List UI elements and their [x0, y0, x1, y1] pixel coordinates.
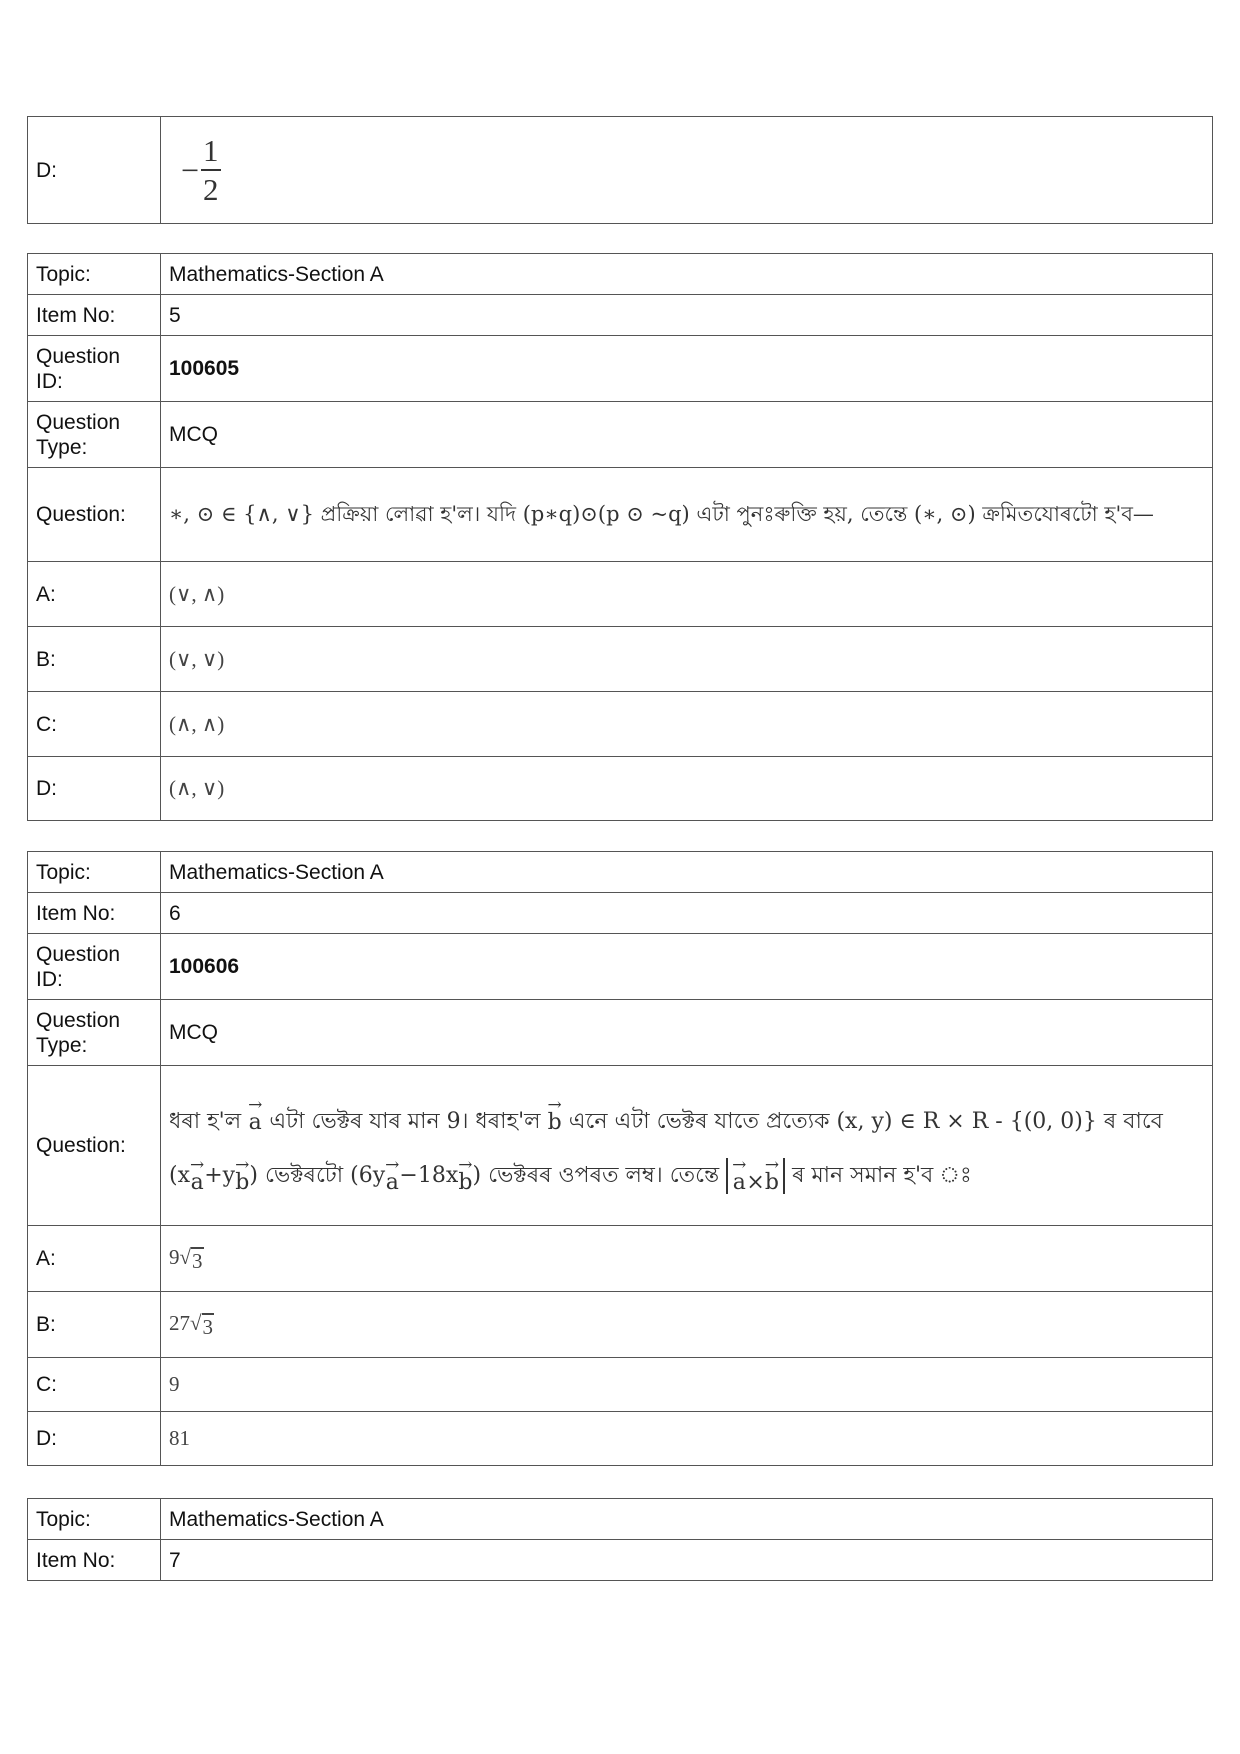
item-no-label: Item No: — [28, 295, 161, 336]
vector-symbol: a — [248, 1109, 262, 1135]
option-b-value: (∨, ∨) — [161, 627, 1213, 692]
topic-label: Topic: — [28, 254, 161, 295]
sqrt-expression — [190, 1311, 214, 1338]
vector-arrow-icon: → — [385, 1154, 400, 1175]
question-type-label: Question Type: — [28, 402, 161, 468]
prev-question-tail — [27, 116, 1213, 224]
item-no-value: 7 — [161, 1540, 1213, 1581]
expression-part: (6y — [350, 1162, 386, 1188]
question-block-5 — [27, 253, 1213, 821]
expression-part: ) — [249, 1162, 258, 1188]
option-b-label: B: — [28, 627, 161, 692]
question-line-2 — [169, 1154, 1204, 1195]
item-no-label: Item No: — [28, 893, 161, 934]
vector-a — [732, 1154, 747, 1195]
magnitude-cross-product — [726, 1154, 785, 1195]
option-c-value: 9 — [161, 1358, 1213, 1412]
vector-symbol: b — [235, 1169, 250, 1195]
option-d-label: D: — [28, 117, 161, 224]
option-a-value: (∨, ∧) — [161, 562, 1213, 627]
question-text-part: এটা ভেক্টৰ যাৰ মান 9। ধৰাহ'ল — [269, 1108, 541, 1134]
option-a-label: A: — [28, 1226, 161, 1292]
radical-sign-icon: √ — [190, 1311, 202, 1335]
vector-symbol: a — [190, 1169, 204, 1195]
fraction-numerator: 1 — [201, 135, 221, 171]
vector-a — [190, 1154, 205, 1195]
question-id-label: Question ID: — [28, 934, 161, 1000]
question-text: ∗, ⊙ ∈ {∧, ∨} প্ৰক্ৰিয়া লোৱা হ'ল। যদি (p∗q)⊙(p ⊙ ~q) এটা পুনঃৰুক্তি হয়, তেন্তে (∗, ⊙) ক্ৰমিতযোৰটো হ'ব— — [161, 468, 1213, 562]
vector-arrow-icon: → — [732, 1154, 747, 1175]
option-c-value: (∧, ∧) — [161, 692, 1213, 757]
vector-symbol: a — [385, 1169, 399, 1195]
question-text-part: ৰ মান সমান হ'ব ঃ — [792, 1162, 972, 1188]
vector-arrow-icon: → — [764, 1154, 780, 1175]
option-d-value: (∧, ∨) — [161, 757, 1213, 821]
option-d-label: D: — [28, 1412, 161, 1466]
question-line-1 — [169, 1094, 1204, 1135]
question-id-label: Question ID: — [28, 336, 161, 402]
question-label: Question: — [28, 468, 161, 562]
item-no-label: Item No: — [28, 1540, 161, 1581]
vector-symbol: b — [764, 1169, 779, 1195]
question-text-part: ভেক্টৰৰ ওপৰত লম্ব। তেন্তে — [488, 1162, 720, 1188]
fraction — [201, 135, 221, 205]
question-id-value: 100606 — [161, 934, 1213, 1000]
radicand: 3 — [202, 1315, 214, 1339]
topic-label: Topic: — [28, 852, 161, 893]
expression-part: ) — [472, 1162, 482, 1188]
option-d-value: 81 — [161, 1412, 1213, 1466]
option-a-label: A: — [28, 562, 161, 627]
question-text — [161, 1066, 1213, 1226]
question-id-value: 100605 — [161, 336, 1213, 402]
vector-b — [547, 1094, 562, 1135]
question-block-6 — [27, 851, 1213, 1466]
vector-a — [248, 1094, 263, 1135]
option-c-label: C: — [28, 1358, 161, 1412]
vector-symbol: a — [732, 1169, 746, 1195]
topic-value: Mathematics-Section A — [161, 1499, 1213, 1540]
vector-b — [235, 1154, 250, 1195]
question-block-7 — [27, 1498, 1213, 1581]
option-b-value — [161, 1292, 1213, 1358]
topic-value: Mathematics-Section A — [161, 852, 1213, 893]
option-d-label: D: — [28, 757, 161, 821]
topic-label: Topic: — [28, 1499, 161, 1540]
option-c-label: C: — [28, 692, 161, 757]
vector-arrow-icon: → — [190, 1154, 205, 1175]
vector-arrow-icon: → — [235, 1154, 250, 1175]
question-type-label: Question Type: — [28, 1000, 161, 1066]
vector-arrow-icon: → — [248, 1094, 263, 1115]
cross-symbol: × — [746, 1169, 765, 1195]
radicand: 3 — [192, 1249, 203, 1273]
sqrt-coefficient: 27 — [169, 1311, 190, 1335]
question-text-part: এনে এটা ভেক্টৰ যাতে প্ৰত্যেক (x, y) ∈ R × R - {(0, 0)} ৰ বাবে — [568, 1108, 1163, 1134]
item-no-value: 6 — [161, 893, 1213, 934]
vector-arrow-icon: → — [547, 1094, 562, 1115]
option-a-value — [161, 1226, 1213, 1292]
sqrt-expression — [180, 1245, 204, 1272]
expression-part: −18x — [399, 1162, 459, 1188]
radical-sign-icon: √ — [179, 1245, 192, 1269]
question-type-value: MCQ — [161, 402, 1213, 468]
question-text-part: ধৰা হ'ল — [169, 1108, 242, 1134]
option-b-label: B: — [28, 1292, 161, 1358]
option-d-value — [161, 117, 1213, 224]
expression-part: (x — [169, 1162, 190, 1188]
vector-arrow-icon: → — [458, 1154, 473, 1175]
fraction-denominator: 2 — [203, 172, 219, 207]
question-text-part: ভেক্টৰটো — [264, 1162, 344, 1188]
sqrt-coefficient: 9 — [169, 1245, 180, 1269]
question-label: Question: — [28, 1066, 161, 1226]
item-no-value: 5 — [161, 295, 1213, 336]
vector-symbol: b — [547, 1109, 562, 1135]
topic-value: Mathematics-Section A — [161, 254, 1213, 295]
fraction-sign: − — [181, 151, 200, 188]
vector-b — [458, 1154, 473, 1195]
vector-symbol: b — [458, 1169, 473, 1195]
vector-a — [385, 1154, 400, 1195]
vector-b — [764, 1154, 780, 1195]
expression-part: +y — [204, 1162, 236, 1188]
question-type-value: MCQ — [161, 1000, 1213, 1066]
